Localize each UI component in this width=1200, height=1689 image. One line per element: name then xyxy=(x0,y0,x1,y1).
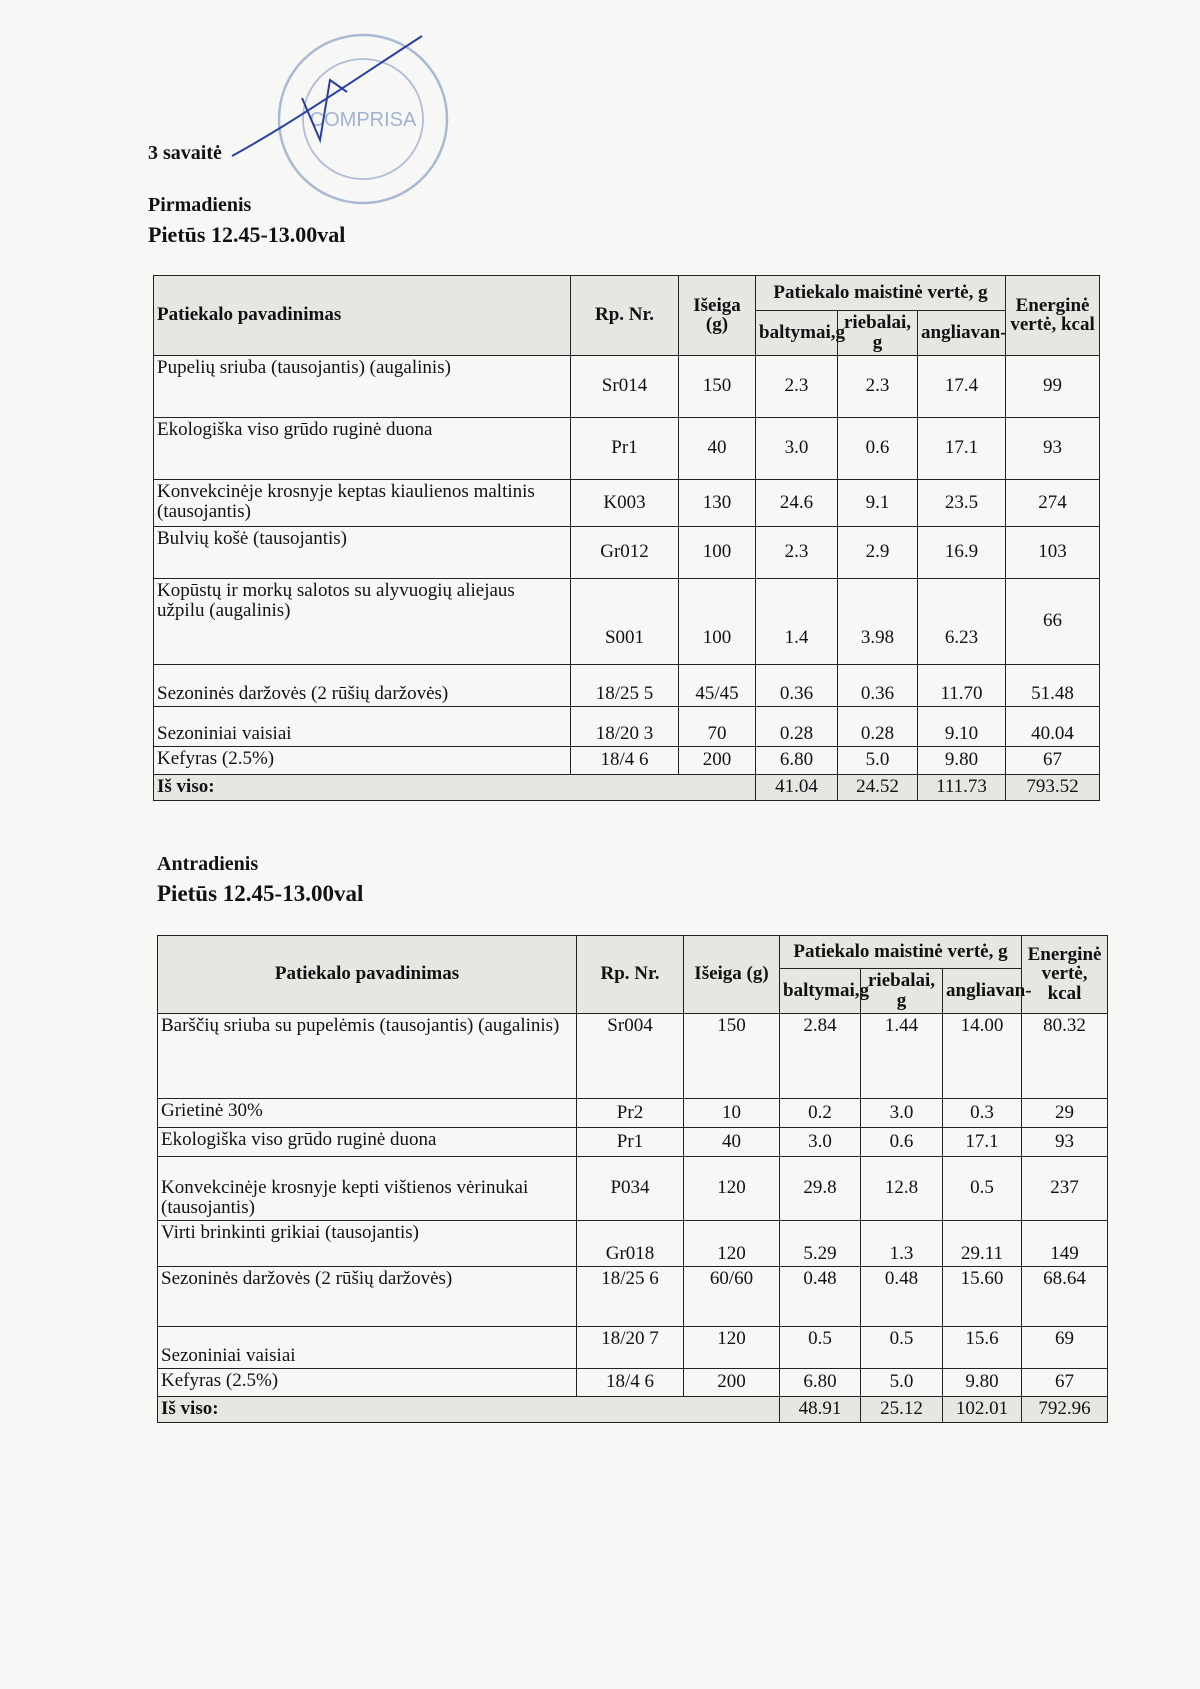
yield-value: 150 xyxy=(679,355,756,417)
yield-value: 200 xyxy=(679,746,756,774)
header-carbs: angliavan- xyxy=(943,969,1022,1014)
total-energy: 792.96 xyxy=(1022,1396,1108,1422)
fat-value: 0.28 xyxy=(838,706,918,746)
fat-value: 0.6 xyxy=(861,1127,943,1156)
dish-name: Grietinė 30% xyxy=(158,1098,577,1127)
recipe-number: 18/25 6 xyxy=(577,1266,684,1326)
protein-value: 2.84 xyxy=(780,1013,861,1098)
carbs-value: 9.80 xyxy=(918,746,1006,774)
carbs-value: 0.3 xyxy=(943,1098,1022,1127)
yield-value: 40 xyxy=(684,1127,780,1156)
energy-value: 237 xyxy=(1022,1156,1108,1220)
energy-value: 51.48 xyxy=(1006,664,1100,706)
dish-name: Konvekcinėje krosnyje kepti vištienos vėrinukai (tausojantis) xyxy=(158,1156,577,1220)
fat-value: 2.9 xyxy=(838,526,918,578)
energy-value: 67 xyxy=(1022,1368,1108,1396)
total-energy: 793.52 xyxy=(1006,774,1100,800)
meal-time-monday: Pietūs 12.45-13.00val xyxy=(148,222,346,247)
protein-value: 0.2 xyxy=(780,1098,861,1127)
dish-name: Kefyras (2.5%) xyxy=(158,1368,577,1396)
protein-value: 3.0 xyxy=(780,1127,861,1156)
protein-value: 0.28 xyxy=(756,706,838,746)
recipe-number: Sr004 xyxy=(577,1013,684,1098)
recipe-number: 18/20 7 xyxy=(577,1326,684,1368)
dish-name: Bulvių košė (tausojantis) xyxy=(154,526,571,578)
carbs-value: 15.60 xyxy=(943,1266,1022,1326)
total-row xyxy=(154,774,1100,800)
dish-name: Konvekcinėje krosnyje keptas kiaulienos maltinis (tausojantis) xyxy=(154,479,571,526)
carbs-value: 9.80 xyxy=(943,1368,1022,1396)
energy-value: 40.04 xyxy=(1006,706,1100,746)
table-row xyxy=(154,526,1100,578)
carbs-value: 9.10 xyxy=(918,706,1006,746)
total-label: Iš viso: xyxy=(154,774,756,800)
table-row xyxy=(158,1266,1108,1326)
protein-value: 2.3 xyxy=(756,355,838,417)
recipe-number: 18/20 3 xyxy=(571,706,679,746)
total-carbs: 111.73 xyxy=(918,774,1006,800)
protein-value: 2.3 xyxy=(756,526,838,578)
fat-value: 0.5 xyxy=(861,1326,943,1368)
meal-time-tuesday: Pietūs 12.45-13.00val xyxy=(157,881,364,906)
header-protein: baltymai,g xyxy=(756,311,838,356)
yield-value: 45/45 xyxy=(679,664,756,706)
dish-name: Ekologiška viso grūdo ruginė duona xyxy=(158,1127,577,1156)
header-nutrition: Patiekalo maistinė vertė, g xyxy=(780,936,1022,969)
protein-value: 6.80 xyxy=(756,746,838,774)
carbs-value: 17.4 xyxy=(918,355,1006,417)
recipe-number: 18/4 6 xyxy=(577,1368,684,1396)
total-fat: 25.12 xyxy=(861,1396,943,1422)
fat-value: 0.6 xyxy=(838,417,918,479)
energy-value: 69 xyxy=(1022,1326,1108,1368)
yield-value: 10 xyxy=(684,1098,780,1127)
header-fat: riebalai, g xyxy=(838,311,918,356)
energy-value: 80.32 xyxy=(1022,1013,1108,1098)
header-recipe-number: Rp. Nr. xyxy=(571,276,679,356)
energy-value: 66 xyxy=(1006,578,1100,664)
yield-value: 200 xyxy=(684,1368,780,1396)
fat-value: 1.44 xyxy=(861,1013,943,1098)
header-recipe-number: Rp. Nr. xyxy=(577,936,684,1014)
carbs-value: 17.1 xyxy=(943,1127,1022,1156)
energy-value: 67 xyxy=(1006,746,1100,774)
dish-name: Ekologiška viso grūdo ruginė duona xyxy=(154,417,571,479)
table-row xyxy=(158,1156,1108,1220)
total-fat: 24.52 xyxy=(838,774,918,800)
header-carbs: angliavan- xyxy=(918,311,1006,356)
header-yield: Išeiga (g) xyxy=(684,936,780,1014)
total-label: Iš viso: xyxy=(158,1396,780,1422)
table-row xyxy=(154,578,1100,664)
recipe-number: Pr1 xyxy=(571,417,679,479)
fat-value: 3.0 xyxy=(861,1098,943,1127)
stamp-icon xyxy=(272,28,454,210)
carbs-value: 16.9 xyxy=(918,526,1006,578)
header-energy: Energinė vertė, kcal xyxy=(1022,936,1108,1014)
table-row xyxy=(158,1013,1108,1098)
carbs-value: 11.70 xyxy=(918,664,1006,706)
fat-value: 2.3 xyxy=(838,355,918,417)
energy-value: 99 xyxy=(1006,355,1100,417)
day-title-tuesday: Antradienis xyxy=(157,853,259,875)
carbs-value: 15.6 xyxy=(943,1326,1022,1368)
total-protein: 41.04 xyxy=(756,774,838,800)
protein-value: 24.6 xyxy=(756,479,838,526)
table-row xyxy=(158,1368,1108,1396)
protein-value: 29.8 xyxy=(780,1156,861,1220)
recipe-number: S001 xyxy=(571,578,679,664)
carbs-value: 0.5 xyxy=(943,1156,1022,1220)
fat-value: 0.36 xyxy=(838,664,918,706)
yield-value: 150 xyxy=(684,1013,780,1098)
energy-value: 29 xyxy=(1022,1098,1108,1127)
week-title: 3 savaitė xyxy=(148,142,222,164)
header-energy: Energinė vertė, kcal xyxy=(1006,276,1100,356)
recipe-number: Sr014 xyxy=(571,355,679,417)
stamp-text: COMPRISA xyxy=(309,109,417,131)
protein-value: 0.48 xyxy=(780,1266,861,1326)
header-protein: baltymai,g xyxy=(780,969,861,1014)
table-row xyxy=(154,746,1100,774)
energy-value: 68.64 xyxy=(1022,1266,1108,1326)
protein-value: 1.4 xyxy=(756,578,838,664)
table-row xyxy=(154,479,1100,526)
fat-value: 5.0 xyxy=(838,746,918,774)
fat-value: 12.8 xyxy=(861,1156,943,1220)
energy-value: 93 xyxy=(1006,417,1100,479)
table-row xyxy=(154,664,1100,706)
protein-value: 5.29 xyxy=(780,1220,861,1266)
fat-value: 3.98 xyxy=(838,578,918,664)
yield-value: 60/60 xyxy=(684,1266,780,1326)
protein-value: 6.80 xyxy=(780,1368,861,1396)
carbs-value: 17.1 xyxy=(918,417,1006,479)
yield-value: 70 xyxy=(679,706,756,746)
protein-value: 0.5 xyxy=(780,1326,861,1368)
header-yield: Išeiga (g) xyxy=(679,276,756,356)
recipe-number: K003 xyxy=(571,479,679,526)
dish-name: Sezoniniai vaisiai xyxy=(158,1326,577,1368)
day-title-monday: Pirmadienis xyxy=(148,194,252,216)
recipe-number: 18/25 5 xyxy=(571,664,679,706)
menu-table-tuesday xyxy=(157,935,1108,1423)
recipe-number: Gr012 xyxy=(571,526,679,578)
dish-name: Kopūstų ir morkų salotos su alyvuogių aliejaus užpilu (augalinis) xyxy=(154,578,571,664)
header-fat: riebalai, g xyxy=(861,969,943,1014)
yield-value: 120 xyxy=(684,1326,780,1368)
total-carbs: 102.01 xyxy=(943,1396,1022,1422)
dish-name: Sezoniniai vaisiai xyxy=(154,706,571,746)
table-row xyxy=(158,1127,1108,1156)
energy-value: 103 xyxy=(1006,526,1100,578)
protein-value: 0.36 xyxy=(756,664,838,706)
header-nutrition: Patiekalo maistinė vertė, g xyxy=(756,276,1006,311)
dish-name: Pupelių sriuba (tausojantis) (augalinis) xyxy=(154,355,571,417)
table-row xyxy=(158,1326,1108,1368)
yield-value: 100 xyxy=(679,578,756,664)
table-row xyxy=(154,417,1100,479)
energy-value: 149 xyxy=(1022,1220,1108,1266)
table-row xyxy=(158,1220,1108,1266)
dish-name: Kefyras (2.5%) xyxy=(154,746,571,774)
recipe-number: 18/4 6 xyxy=(571,746,679,774)
carbs-value: 6.23 xyxy=(918,578,1006,664)
total-row xyxy=(158,1396,1108,1422)
fat-value: 0.48 xyxy=(861,1266,943,1326)
yield-value: 130 xyxy=(679,479,756,526)
table-row xyxy=(154,706,1100,746)
carbs-value: 14.00 xyxy=(943,1013,1022,1098)
header-dish-name: Patiekalo pavadinimas xyxy=(158,936,577,1014)
recipe-number: Pr1 xyxy=(577,1127,684,1156)
yield-value: 120 xyxy=(684,1156,780,1220)
protein-value: 3.0 xyxy=(756,417,838,479)
menu-table-monday xyxy=(153,275,1100,801)
energy-value: 274 xyxy=(1006,479,1100,526)
fat-value: 5.0 xyxy=(861,1368,943,1396)
carbs-value: 29.11 xyxy=(943,1220,1022,1266)
recipe-number: P034 xyxy=(577,1156,684,1220)
total-protein: 48.91 xyxy=(780,1396,861,1422)
table-row xyxy=(154,355,1100,417)
carbs-value: 23.5 xyxy=(918,479,1006,526)
recipe-number: Gr018 xyxy=(577,1220,684,1266)
yield-value: 100 xyxy=(679,526,756,578)
dish-name: Barščių sriuba su pupelėmis (tausojantis) (augalinis) xyxy=(158,1013,577,1098)
fat-value: 9.1 xyxy=(838,479,918,526)
energy-value: 93 xyxy=(1022,1127,1108,1156)
table-row xyxy=(158,1098,1108,1127)
fat-value: 1.3 xyxy=(861,1220,943,1266)
dish-name: Sezoninės daržovės (2 rūšių daržovės) xyxy=(154,664,571,706)
recipe-number: Pr2 xyxy=(577,1098,684,1127)
dish-name: Virti brinkinti grikiai (tausojantis) xyxy=(158,1220,577,1266)
yield-value: 120 xyxy=(684,1220,780,1266)
yield-value: 40 xyxy=(679,417,756,479)
header-dish-name: Patiekalo pavadinimas xyxy=(154,276,571,356)
dish-name: Sezoninės daržovės (2 rūšių daržovės) xyxy=(158,1266,577,1326)
